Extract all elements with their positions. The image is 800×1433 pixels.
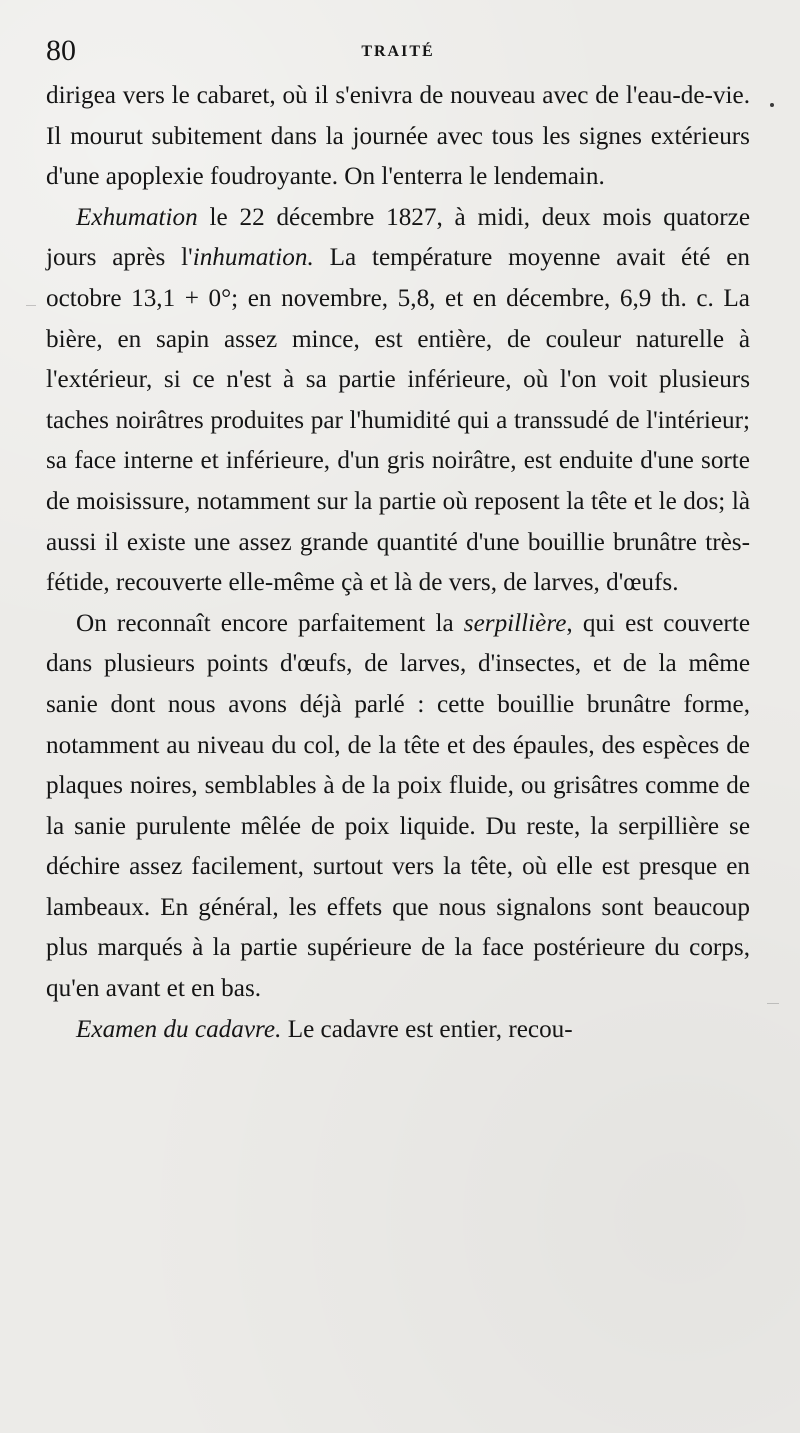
paragraph-4-text: Le cadavre est entier, recou- [281,1015,573,1043]
examen-heading: Examen du cadavre. [76,1015,282,1043]
margin-dot [770,103,774,107]
serpilliere-word: serpillière [463,609,567,637]
paragraph-3-text-b: , qui est couverte dans plusieurs points d'œufs, de larves, d'insectes, et de la même sanie dont nous avons déjà parlé : cette bouillie brunâtre forme, notamment au niveau du col, de la tête et des épaules, des espèces de plaques noires, semblables à de la poix fluide, ou grisâtres comme de la sanie purulente mêlée de poix liquide. Du reste, la serpillière se déchire assez facilement, surtout vers la tête, où elle est presque en lambeaux. En général, les effets que nous signalons sont beaucoup plus marqués à la partie supérieure de la face postérieure du corps, qu'en avant et en bas. [46,609,750,1003]
margin-mark [767,1003,779,1004]
inhumation-word: inhumation. [192,244,314,272]
margin-mark [26,305,36,306]
main-text [46,76,750,1050]
paragraph-4 [46,1010,750,1051]
exhumation-heading: Exhumation [76,203,198,231]
paragraph-2-text-b: La température moyenne avait été en octobre 13,1 + 0°; en novembre, 5,8, et en décembre, 6,9 th. c. La bière, en sapin assez mince, est entière, de couleur naturelle à l'extérieur, si ce n'est à sa partie inférieure, où l'on voit plusieurs taches noirâtres produites par l'humidité qui a transsudé de l'intérieur; sa face interne et inférieure, d'un gris noirâtre, est enduite d'une sorte de moisissure, notamment sur la partie où reposent la tête et le dos; là aussi il existe une assez grande quantité d'une bouillie brunâtre très-fétide, recouverte elle-même çà et là de vers, de larves, d'œufs. [46,244,750,597]
page-number: 80 [46,34,76,67]
paragraph-2-text-a: le 22 décembre 1827, à midi, deux mois quatorze jours après l' [46,203,750,272]
paragraph-1 [46,76,750,198]
running-head [46,34,750,70]
running-title: TRAITÉ [361,43,435,60]
paragraph-3 [46,604,750,1010]
paragraph-3-text-a: On reconnaît encore parfaitement la [76,609,464,637]
paragraph-1-text: dirigea vers le cabaret, où il s'enivra de nouveau avec de l'eau-de-vie. Il mourut subitement dans la journée avec tous les signes extérieurs d'une apoplexie foudroyante. On l'enterra le lendemain. [46,82,750,191]
paragraph-2 [46,198,750,604]
